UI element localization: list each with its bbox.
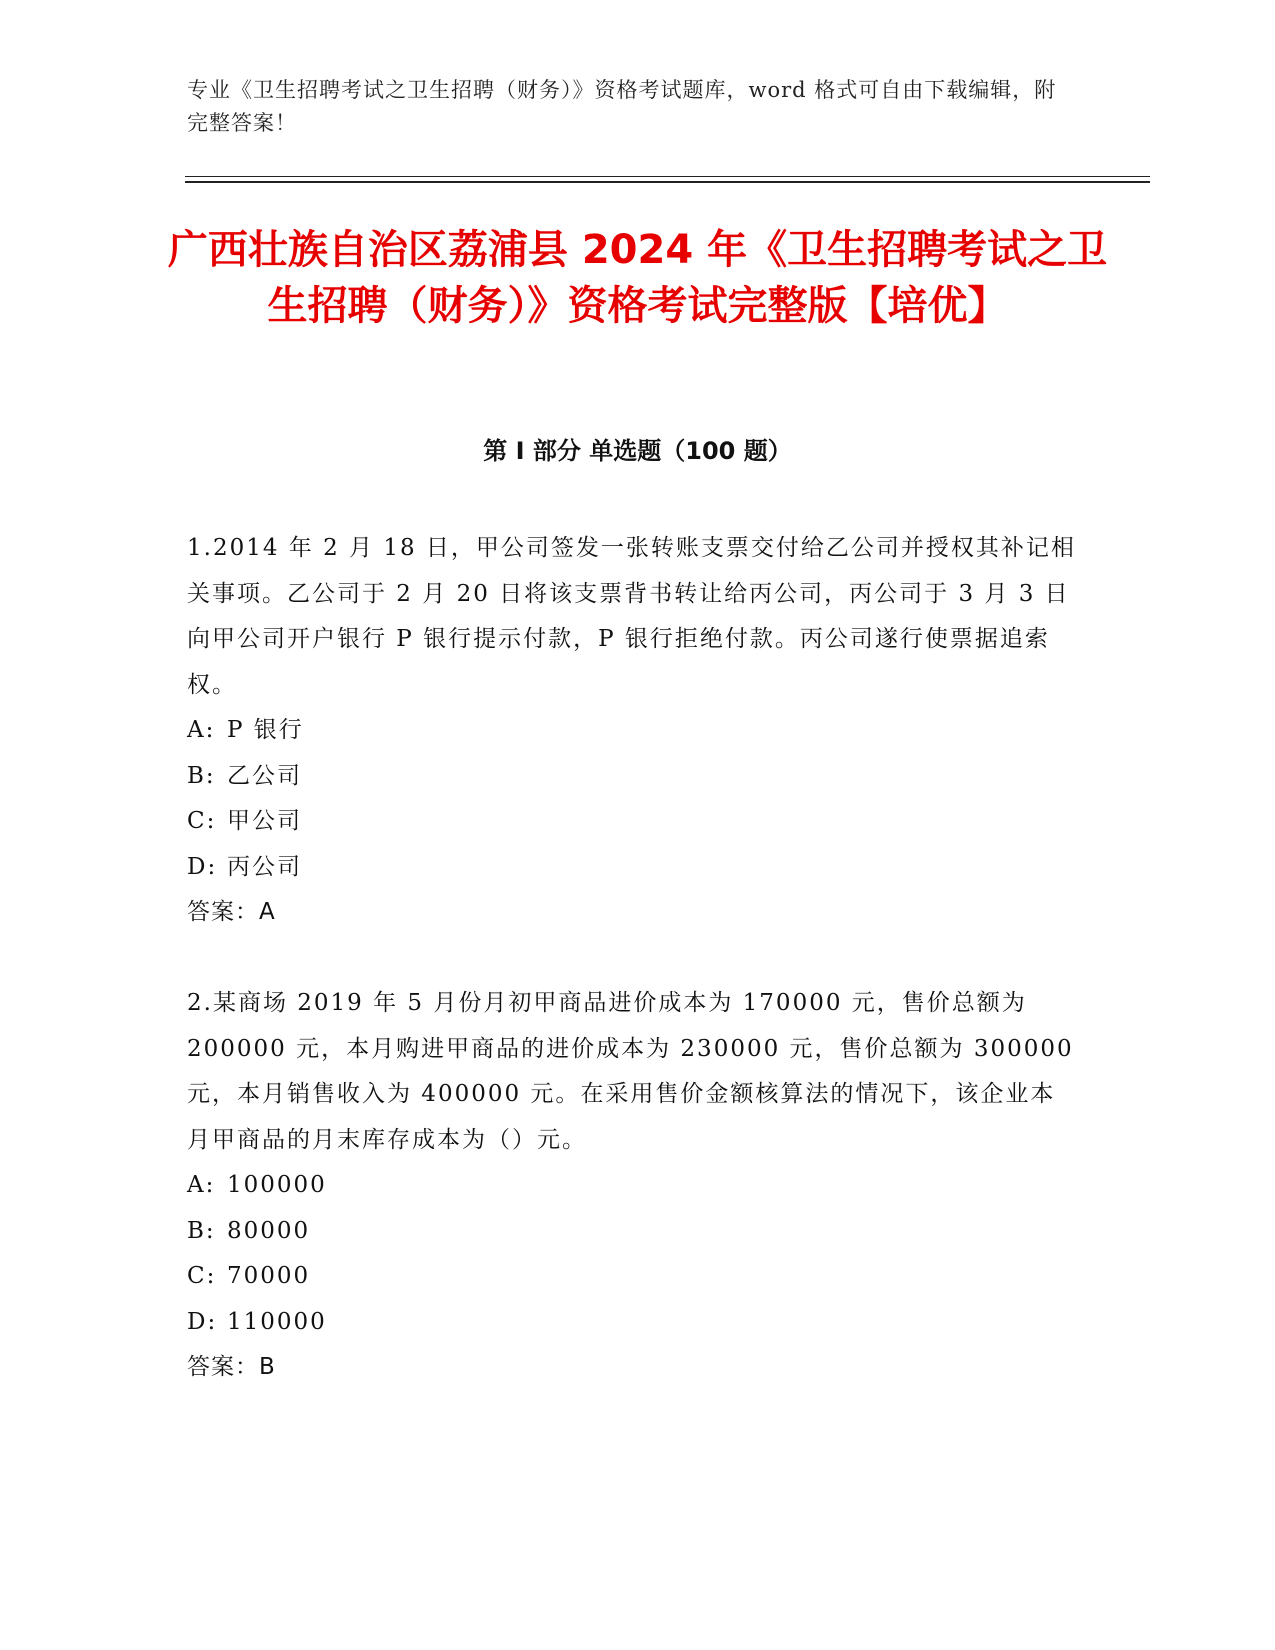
answer-line: 答案：A: [187, 899, 276, 925]
option-key: D:: [187, 1308, 218, 1335]
option-key: A:: [187, 717, 216, 743]
option-text: 80000: [227, 1217, 311, 1244]
option-key: C:: [187, 1263, 217, 1289]
section-heading: 第 I 部分 单选题（100 题）: [483, 437, 792, 465]
option-c: [187, 1254, 1077, 1300]
option-text: P 银行: [227, 717, 304, 743]
option-d: [187, 1300, 1077, 1346]
option-text: 甲公司: [227, 808, 302, 834]
option-key: B:: [187, 762, 216, 789]
option-key: B:: [187, 1217, 216, 1244]
option-a: [187, 708, 1077, 754]
header-divider-thick: [185, 181, 1150, 183]
option-text: 乙公司: [227, 762, 302, 789]
option-key: D:: [187, 853, 218, 880]
option-b: [187, 754, 1077, 800]
option-text: 70000: [227, 1263, 311, 1289]
question-stem: 1.2014 年 2 月 18 日，甲公司签发一张转账支票交付给乙公司并授权其补记相关事项。乙公司于 2 月 20 日将该支票背书转让给丙公司，丙公司于 3 月 3 日向甲公司开户银行 P 银行提示付款，P 银行拒绝付款。丙公司遂行使票据追索权。: [187, 535, 1076, 698]
option-b: [187, 1209, 1077, 1255]
option-key: C:: [187, 808, 217, 834]
option-d: [187, 845, 1077, 891]
option-text: 丙公司: [227, 853, 302, 880]
option-text: 110000: [227, 1308, 327, 1335]
answer-line: 答案：B: [187, 1354, 276, 1380]
option-text: 100000: [227, 1172, 327, 1198]
option-c: [187, 799, 1077, 845]
question-item: [187, 981, 1077, 1391]
option-a: [187, 1163, 1077, 1209]
question-stem: 2.某商场 2019 年 5 月份月初甲商品进价成本为 170000 元，售价总额为 200000 元，本月购进甲商品的进价成本为 230000 元，售价总额为 300000 元，本月销售收入为 400000 元。在采用售价金额核算法的情况下，该企业本月甲商品的月末库存成本为（）元。: [187, 990, 1074, 1153]
option-key: A:: [187, 1172, 216, 1198]
header-divider-thin: [185, 176, 1150, 177]
question-item: [187, 526, 1077, 936]
document-title: 广西壮族自治区荔浦县 2024 年《卫生招聘考试之卫生招聘（财务）》资格考试完整版【培优】: [167, 227, 1108, 329]
header-note: 专业《卫生招聘考试之卫生招聘（财务）》资格考试题库，word 格式可自由下载编辑，附完整答案！: [187, 78, 1057, 135]
